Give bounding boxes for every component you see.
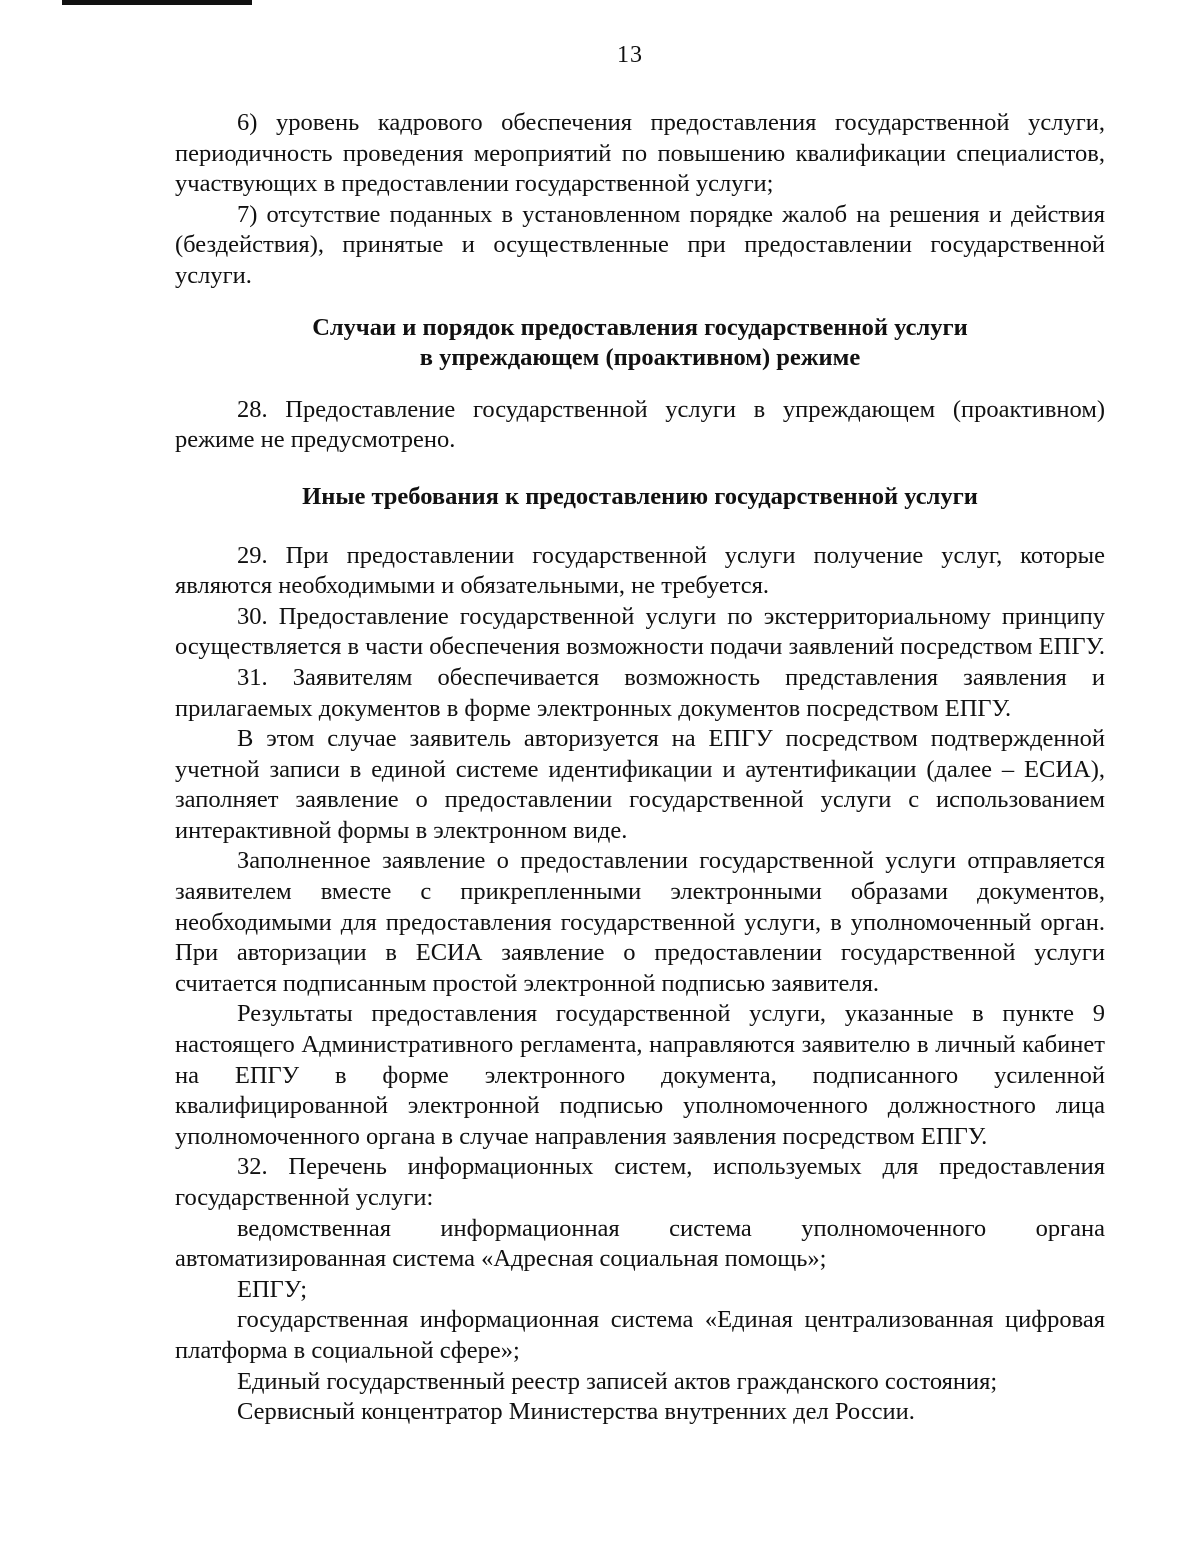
section-heading-proactive-line2: в упреждающем (проактивном) режиме xyxy=(419,344,861,372)
section-heading-proactive xyxy=(175,313,1105,374)
paragraph-esia-authorization: В этом случае заявитель авторизуется на ЕПГУ посредством подтвержденной учетной записи в единой системе идентификации и аутентификации (далее – ЕСИА), заполняет заявление о предоставлении государственной услуги с использованием интерактивной формы в электронном виде. xyxy=(175,725,1105,844)
paragraph-30: 30. Предоставление государственной услуги по экстерриториальному принципу осуществляется в части обеспечения возможности подачи заявлений посредством ЕПГУ. xyxy=(175,602,1105,661)
info-system-departmental: ведомственная информационная система уполномоченного органа автоматизированная система «Адресная социальная помощь»; xyxy=(175,1214,1105,1273)
page-number: 13 xyxy=(617,42,643,68)
paragraph-32: 32. Перечень информационных систем, используемых для предоставления государственной услуги: xyxy=(175,1153,1105,1211)
info-system-mvd-hub: Сервисный концентратор Министерства внутренних дел России. xyxy=(237,1398,915,1426)
paragraph-31: 31. Заявителям обеспечивается возможность представления заявления и прилагаемых документов в форме электронных документов посредством ЕПГУ. xyxy=(175,663,1105,722)
paragraph-filled-application: Заполненное заявление о предоставлении государственной услуги отправляется заявителем вместе с прикрепленными электронными образами документов, необходимыми для предоставления государственной услуги, в уполномоченный орган. При авторизации в ЕСИА заявление о предоставлении государственной услуги считается подписанным простой электронной подписью заявителя. xyxy=(175,847,1105,997)
info-system-civil-registry: Единый государственный реестр записей актов гражданского состояния; xyxy=(237,1367,998,1395)
paragraph-results-delivery: Результаты предоставления государственной услуги, указанные в пункте 9 настоящего Административного регламента, направляются заявителю в личный кабинет на ЕПГУ в форме электронного документа, подписанного усиленной квалифицированной электронной подписью уполномоченного должностного лица уполномоченного органа в случае направления заявления посредством ЕПГУ. xyxy=(175,1000,1105,1150)
paragraph-item-7: 7) отсутствие поданных в установленном порядке жалоб на решения и действия (бездействия), принятые и осуществленные при предоставлении государственной услуги. xyxy=(175,200,1105,289)
section-heading-other-requirements: Иные требования к предоставлению государственной услуги xyxy=(302,482,978,510)
paragraph-item-6: 6) уровень кадрового обеспечения предоставления государственной услуги, периодичность проведения мероприятий по повышению квалификации специалистов, участвующих в предоставлении государственной услуги; xyxy=(175,109,1105,198)
info-system-epgu: ЕПГУ; xyxy=(237,1275,308,1303)
section-heading-proactive-line1: Случаи и порядок предоставления государственной услуги xyxy=(312,313,968,341)
scan-artifact-mark xyxy=(62,0,252,5)
info-system-social-platform: государственная информационная система «Единая централизованная цифровая платформа в социальной сфере»; xyxy=(175,1306,1105,1364)
document-body xyxy=(175,108,1105,1428)
paragraph-28: 28. Предоставление государственной услуги в упреждающем (проактивном) режиме не предусмотрено. xyxy=(175,395,1105,454)
paragraph-29: 29. При предоставлении государственной услуги получение услуг, которые являются необходимыми и обязательными, не требуется. xyxy=(175,541,1105,600)
